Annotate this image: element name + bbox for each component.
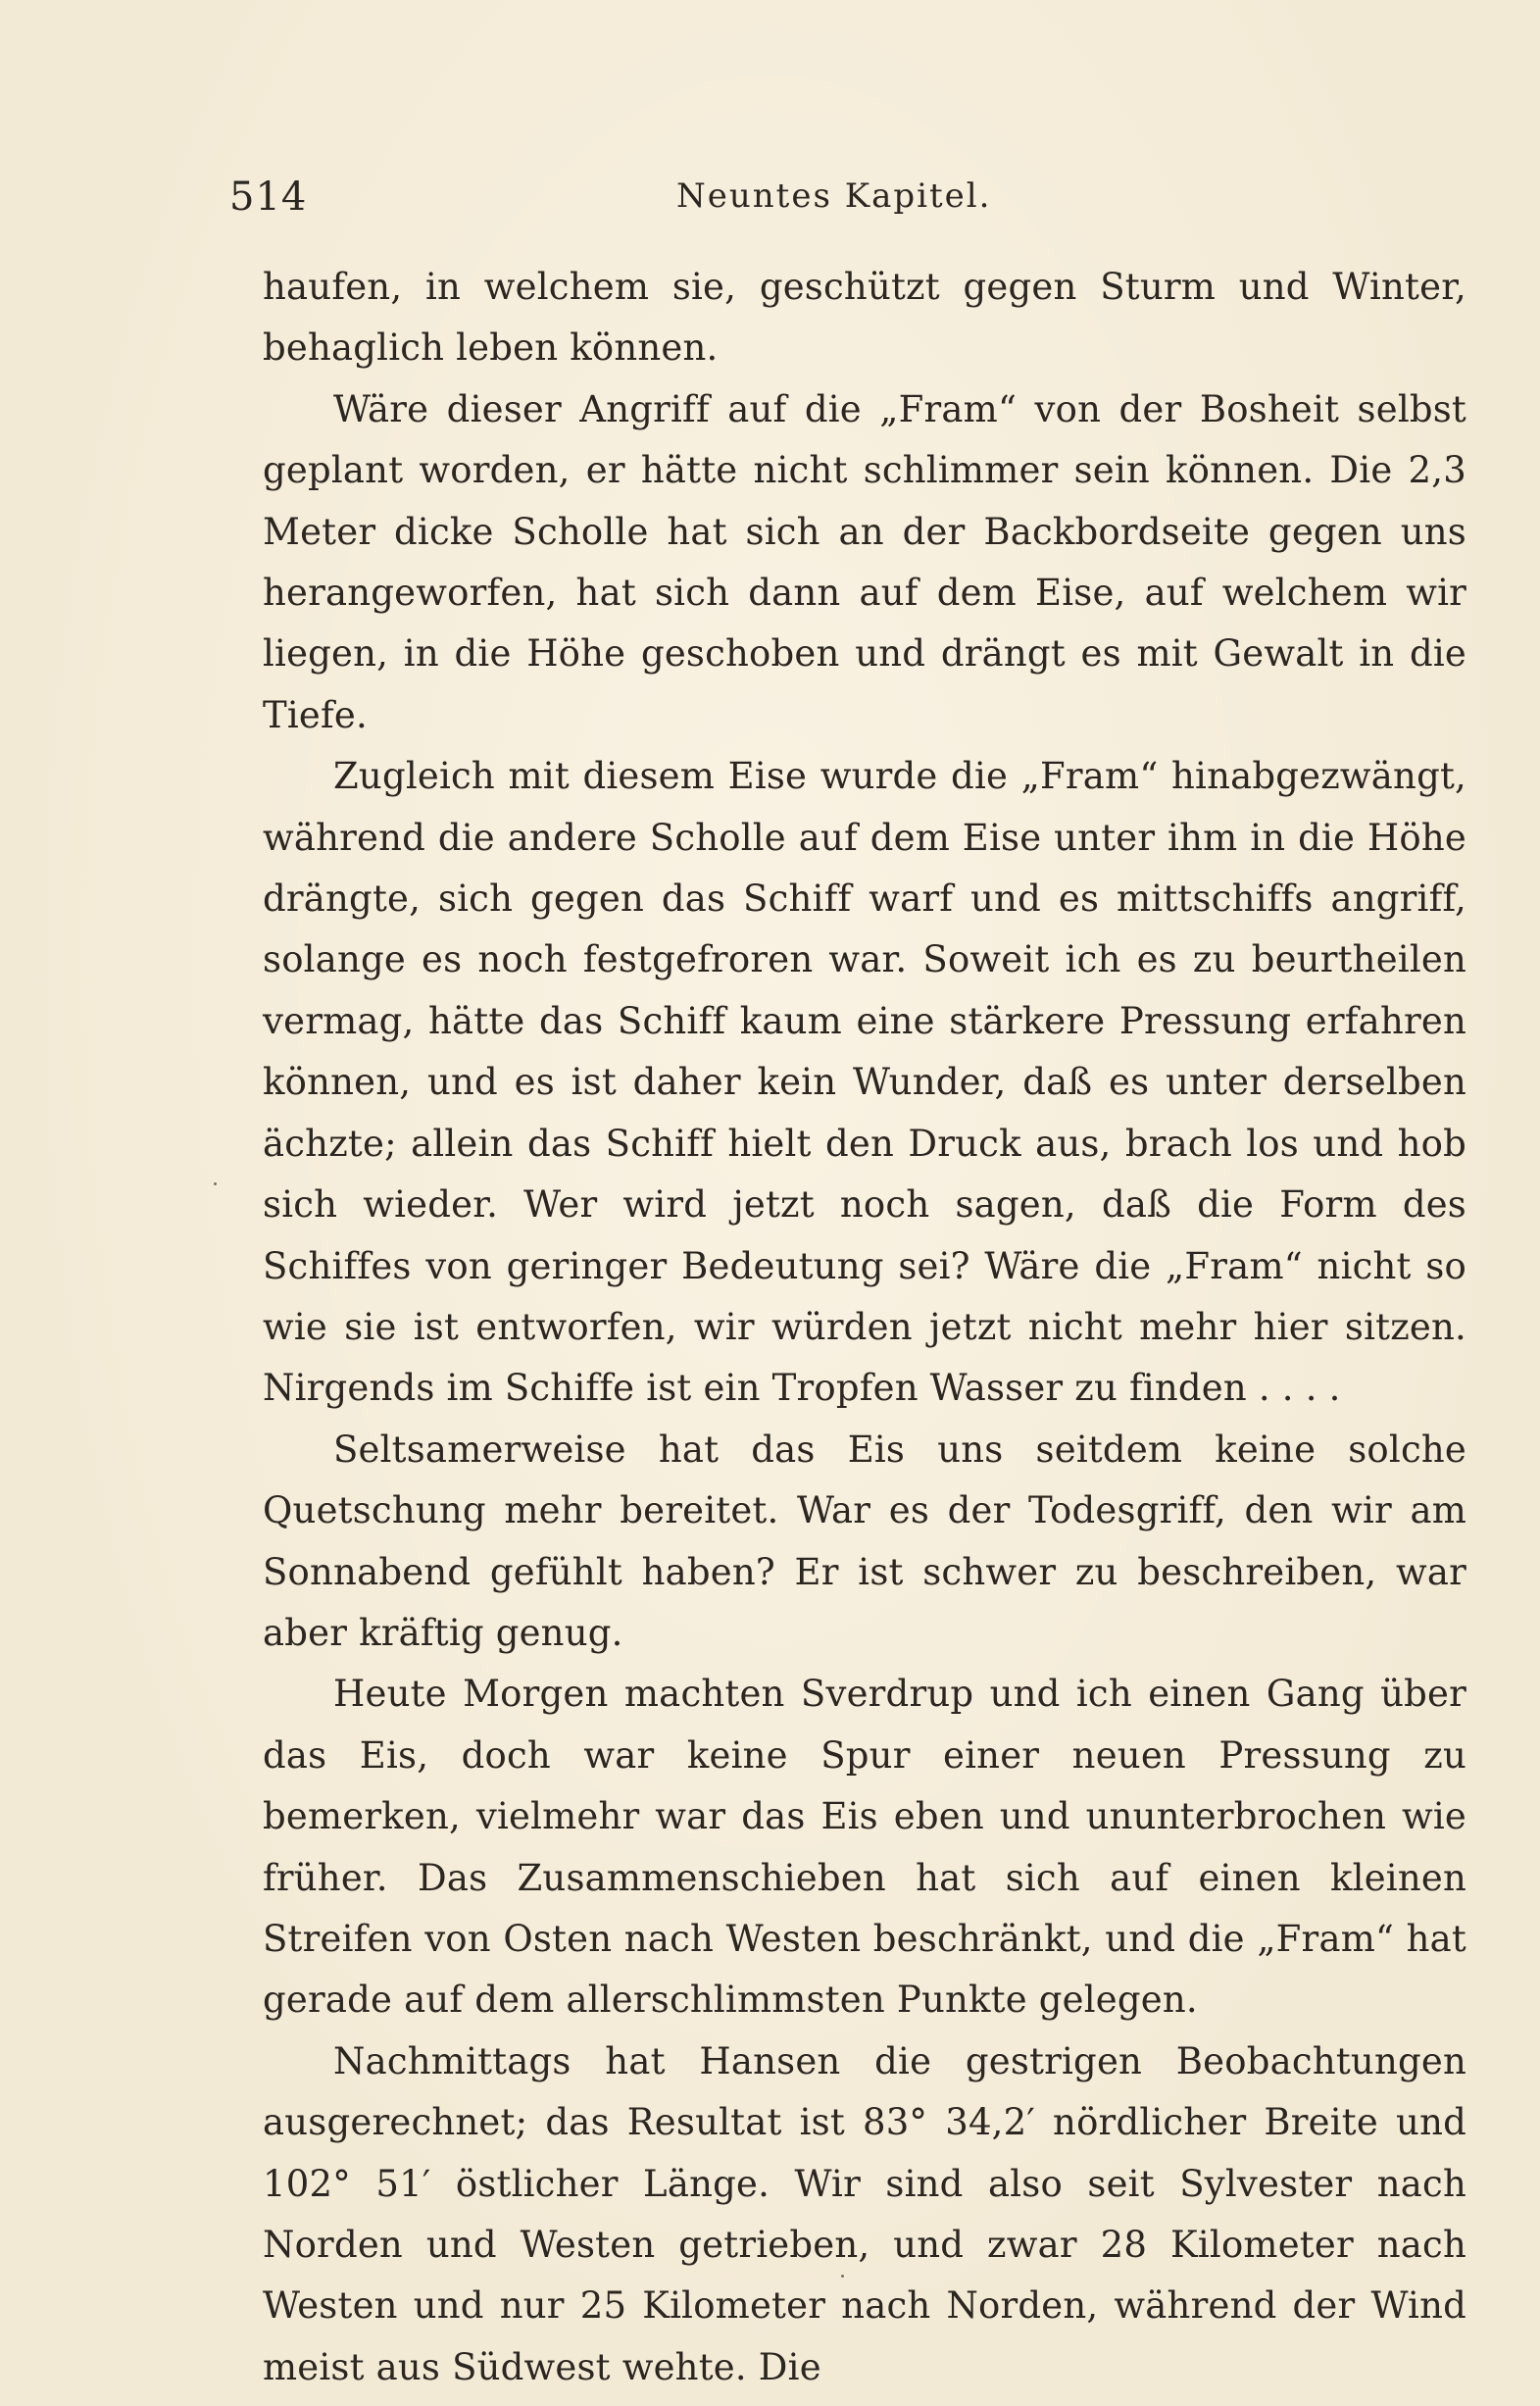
chapter-title: Neuntes Kapitel. (676, 176, 992, 216)
paragraph: Zugleich mit diesem Eise wurde die „Fram“ hinabgezwängt, während die andere Scholle auf dem Eise unter ihm in die Höhe drängte, sich gegen das Schiff warf und es mittschiffs angriff, solange es noch festgefroren war. Soweit ich es zu beurtheilen vermag, hätte das Schiff kaum eine stärkere Pressung erfahren können, und es ist daher kein Wunder, daß es unter derselben ächzte; allein das Schiff hielt den Druck aus, brach los und hob sich wieder. Wer wird jetzt noch sagen, daß die Form des Schiffes von geringer Bedeutung sei? Wäre die „Fram“ nicht so wie sie ist entworfen, wir würden jetzt nicht mehr hier sitzen. Nirgends im Schiffe ist ein Tropfen Wasser zu finden . . . . (263, 755, 1466, 1410)
paper-speck (214, 1182, 217, 1185)
paragraph: Heute Morgen machten Sverdrup und ich einen Gang über das Eis, doch war keine Spur einer neuen Pressung zu bemerken, vielmehr war das Eis eben und ununterbrochen wie früher. Das Zusammenschieben hat sich auf einen kleinen Streifen von Osten nach Westen beschränkt, und die „Fram“ hat gerade auf dem allerschlimmsten Punkte gelegen. (263, 1673, 1466, 2022)
paragraph: Wäre dieser Angriff auf die „Fram“ von der Bosheit selbst geplant worden, er hätte nicht schlimmer sein können. Die 2,3 Meter dicke Scholle hat sich an der Backbordseite gegen uns herangeworfen, hat sich dann auf dem Eise, auf welchem wir liegen, in die Höhe geschoben und drängt es mit Gewalt in die Tiefe. (263, 387, 1466, 736)
body-text (263, 257, 1466, 2398)
running-head (225, 169, 1480, 227)
paragraph: Seltsamerweise hat das Eis uns seitdem keine solche Quetschung mehr bereitet. War es der Todesgriff, den wir am Sonnabend gefühlt haben? Er ist schwer zu beschreiben, war aber kräftig genug. (263, 1428, 1466, 1654)
paragraph: haufen, in welchem sie, geschützt gegen Sturm und Winter, behaglich leben können. (263, 266, 1466, 370)
paragraph: Nachmittags hat Hansen die gestrigen Beobachtungen ausgerechnet; das Resultat ist 83° 34,2′ nördlicher Breite und 102° 51′ östlicher Länge. Wir sind also seit Sylvester nach Norden und Westen getrieben, und zwar 28 Kilometer nach Westen und nur 25 Kilometer nach Norden, während der Wind meist aus Südwest wehte. Die (263, 2039, 1466, 2388)
page-number: 514 (229, 175, 308, 220)
paper-speck (841, 2275, 844, 2278)
